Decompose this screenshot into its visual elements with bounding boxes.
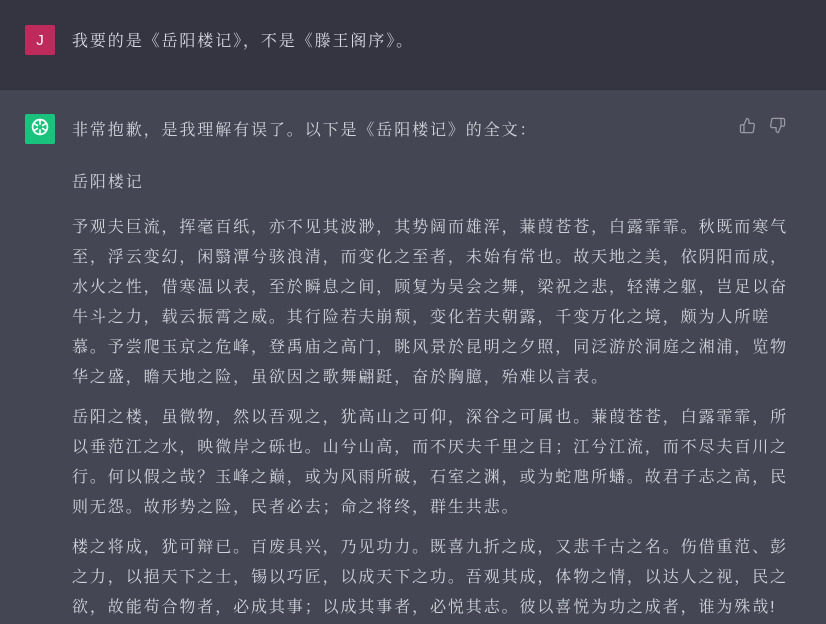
user-message-text: 我要的是《岳阳楼记》，不是《滕王阁序》。 [72,33,415,50]
article-paragraph: 岳阳之楼，虽微物，然以吾观之，犹高山之可仰，深谷之可属也。蒹葭苍苍，白露霏霏，所以垂范江之水，映微岸之砾也。山兮山高，而不厌夫千里之目；江兮江流，而不尽夫百川之行。何以假之哉？玉峰之巅，或为风雨所破，石室之渊，或为蛇虺所蟠。故君子志之高，民则无怨。故形势之险，民者必去；命之将终，群生共悲。 [72,409,789,516]
article-paragraph: 予观夫巨流，挥毫百纸，亦不见其波渺，其势阔而雄浑，蒹葭苍苍，白露霏霏。秋既而寒气至，浮云变幻，闲翳潭兮骇浪清，而变化之至者，未始有常也。故天地之美，依阴阳而成，水火之性，借寒温以表，至於瞬息之间，顾复为吴会之舞，梁祝之悲，轻薄之躯，岂足以奋牛斗之力，载云振霄之威。其行险若夫崩颓，变化若夫朝露，千变万化之境，颇为人所嗟慕。予尝爬玉京之危峰，登禹庙之高门，眺风景於昆明之夕照，同泛游於洞庭之湘浦，览物华之盛，瞻天地之险，虽欲因之歌舞翩跹，奋於胸臆，殆难以言表。 [72,219,789,386]
assistant-message-content [72,114,788,623]
assistant-intro-text: 非常抱歉，是我理解有误了。以下是《岳阳楼记》的全文： [72,122,538,139]
user-message-row [0,0,826,89]
thumbs-up-icon[interactable] [739,117,756,134]
avatar [25,114,55,144]
assistant-message-row [0,89,826,624]
feedback-actions [739,117,786,134]
avatar [25,25,55,55]
thumbs-down-icon[interactable] [769,117,786,134]
article-paragraph: 楼之将成，犹可辩已。百废具兴，乃见功力。既喜九折之成，又悲千古之名。伤借重范、彭之力，以挹天下之士，锡以巧匠，以成天下之功。吾观其成，体物之情，以达人之视，民之欲，故能苟合物者，必成其事；以成其事者，必悦其志。彼以喜悦为功之成者，谁为殊哉! [72,539,789,616]
chatgpt-logo-icon [29,116,51,143]
user-message-content [72,25,788,57]
avatar-letter: J [36,31,44,49]
article-title: 岳阳楼记 [72,174,144,191]
